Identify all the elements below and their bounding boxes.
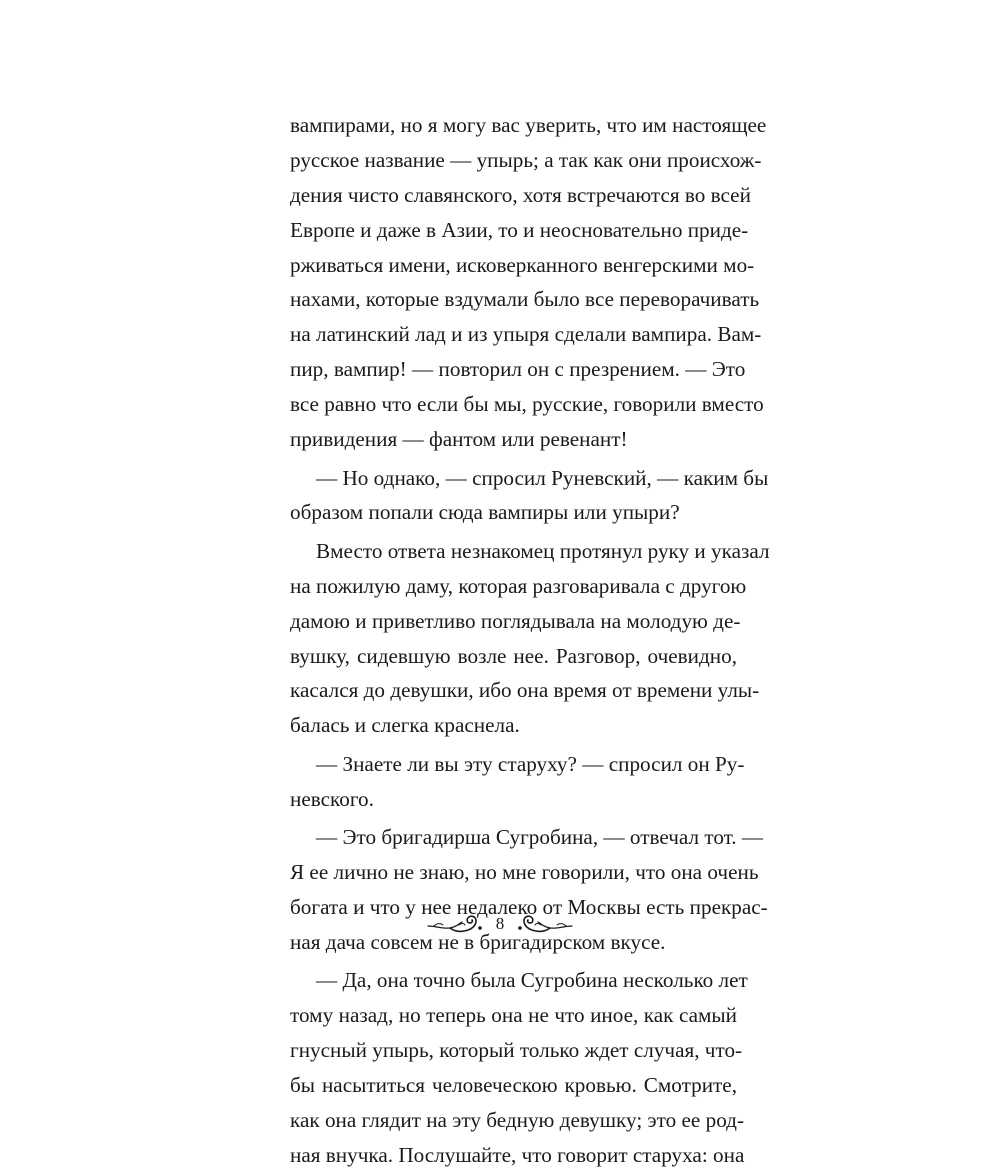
text-line: — Знаете ли вы эту старуху? — спросил он Ру- (316, 751, 745, 776)
text-line: все равно что если бы мы, русские, говорили вместо (290, 392, 764, 417)
text-line: вампирами, но я могу вас уверить, что им настоящее (290, 113, 767, 137)
text-line: русское название — упырь; а так как они происхож- (290, 147, 762, 172)
text-line: невского. (290, 786, 374, 811)
text-line: балась и слегка краснела. (290, 713, 520, 738)
page-number: 8 (495, 914, 505, 933)
paragraph (290, 534, 770, 743)
paragraph (290, 963, 748, 1172)
text-line: рживаться имени, исковерканного венгерскими мо- (290, 252, 755, 277)
text-line: на пожилую даму, которая разговаривала с другою (290, 573, 747, 598)
text-line: гнусный упырь, который только ждет случая, что- (290, 1038, 743, 1063)
text-line: Европе и даже в Азии, то и неосновательно приде- (290, 217, 749, 242)
text-line: дения чисто славянского, хотя встречаются во всей (290, 182, 751, 207)
text-line: — Но однако, — спросил Руневский, — каким бы (316, 465, 769, 490)
text-line: дамою и приветливо поглядывала на молодую де- (290, 608, 741, 633)
text-line: Вместо ответа незнакомец протянул руку и указал (316, 538, 770, 563)
text-line: ная внучка. Послушайте, что говорит старуха: она (290, 1142, 745, 1167)
text-line: богата и что у нее недалеко от Москвы есть прекрас- (290, 894, 768, 919)
paragraph (290, 747, 745, 817)
page-footer (0, 912, 1000, 936)
paragraph (290, 461, 769, 531)
text-line: образом попали сюда вампиры или упыри? (290, 500, 680, 525)
text-line: нахами, которые вздумали было все переворачивать (290, 287, 760, 312)
text-line: пир, вампир! — повторил он с презрением. — Это (290, 357, 746, 382)
paragraph (290, 820, 768, 960)
text-line: касался до девушки, ибо она время от времени улы- (290, 678, 760, 703)
text-line: вушку, сидевшую возле нее. Разговор, очевидно, (290, 643, 737, 668)
text-line: привидения — фантом или ревенант! (290, 427, 628, 452)
text-line: Я ее лично не знаю, но мне говорили, что она очень (290, 860, 759, 885)
paragraph (290, 108, 767, 457)
text-line: как она глядит на эту бедную девушку; это ее род- (290, 1107, 745, 1132)
text-line: — Это бригадирша Сугробина, — отвечал тот. — (316, 825, 764, 850)
text-line: на латинский лад и из упыря сделали вампира. Вам- (290, 322, 762, 347)
text-line: ная дача совсем не в бригадирском вкусе. (290, 929, 666, 954)
left-flourish-icon (426, 913, 484, 935)
text-line: — Да, она точно была Сугробина несколько лет (316, 968, 748, 993)
right-flourish-icon (516, 913, 574, 935)
text-line: тому назад, но теперь она не что иное, как самый (290, 1003, 737, 1028)
text-line: бы насытиться человеческою кровью. Смотрите, (290, 1073, 737, 1098)
body-text (290, 108, 770, 1173)
